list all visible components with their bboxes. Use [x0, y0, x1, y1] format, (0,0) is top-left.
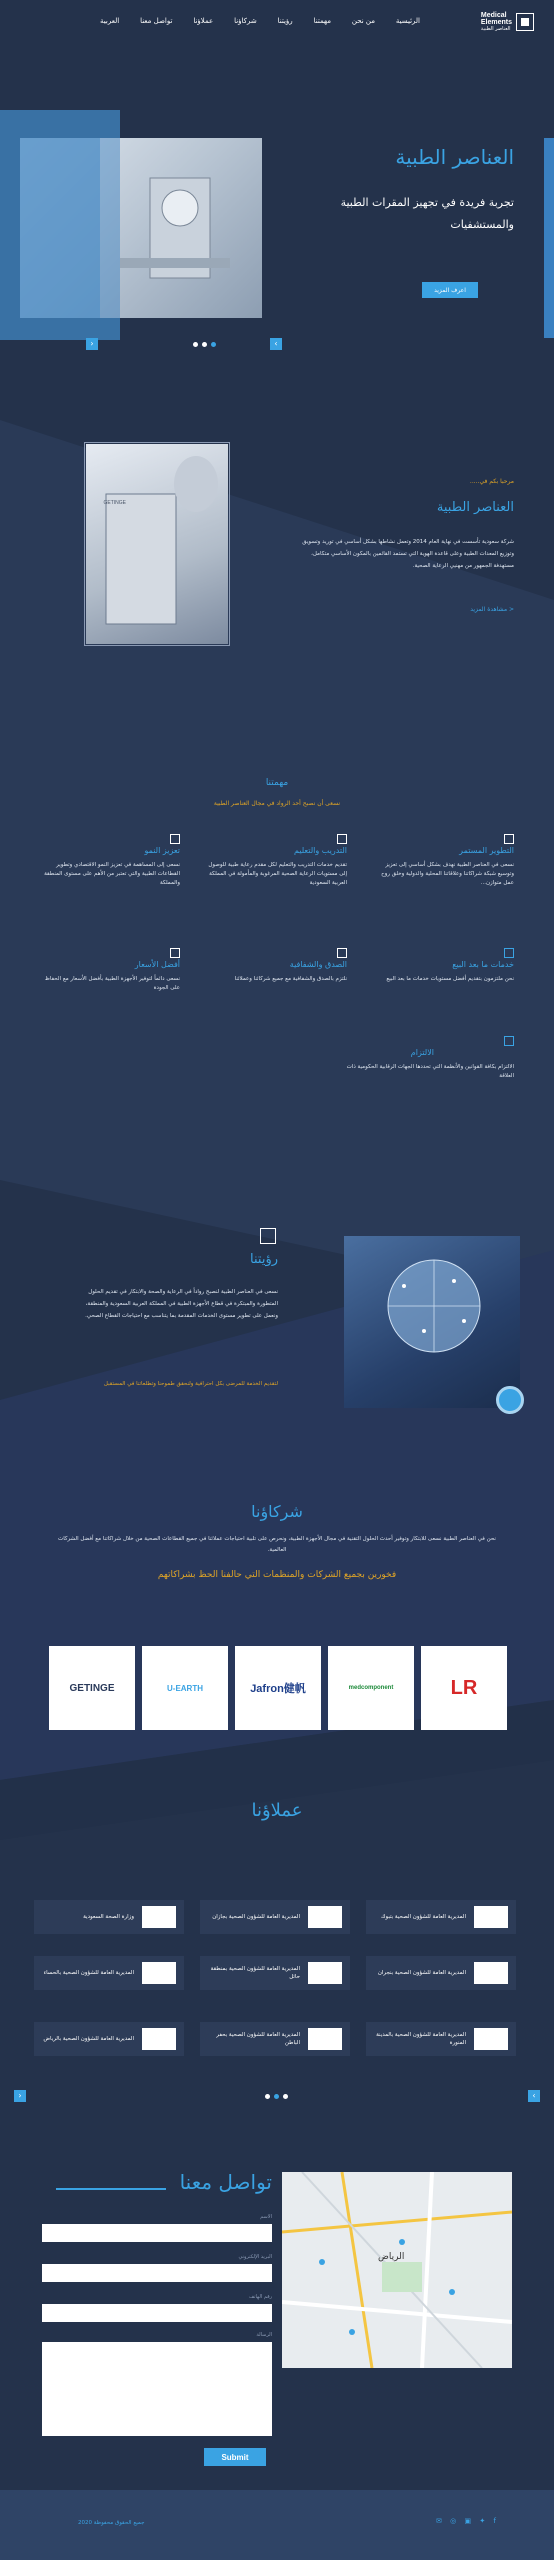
partner-logo-jafron[interactable]: Jafron健帆: [235, 1646, 321, 1730]
vision-title: رؤيتنا: [250, 1252, 278, 1267]
hero-image-overlay: [0, 110, 120, 340]
nav-clients[interactable]: عملاؤنا: [193, 17, 214, 25]
vision-play-icon[interactable]: [496, 1386, 524, 1414]
client-logo: [308, 1962, 342, 1984]
client-card-8[interactable]: المديرية العامة للشؤون الصحية بحفر الباطن: [200, 2022, 350, 2056]
name-input[interactable]: [42, 2224, 272, 2242]
mission-subtitle: نسعى أن نصبح أحد الرواد في مجال العناصر الطبية: [213, 800, 341, 807]
after-sales-icon: [504, 948, 514, 958]
main-nav: [100, 12, 420, 30]
about-device-illustration: [86, 444, 228, 644]
hero-subtitle-line1: تجربة فريدة في تجهيز المقرات الطبية: [340, 196, 514, 209]
linkedin-icon[interactable]: ▣: [464, 2517, 472, 2525]
clients-prev-button[interactable]: ‹: [14, 2090, 26, 2102]
clients-title: عملاؤنا: [251, 1800, 303, 1821]
instagram-icon[interactable]: ◎: [450, 2517, 457, 2525]
email-input[interactable]: [42, 2264, 272, 2282]
client-logo: [474, 2028, 508, 2050]
clients-dot-1[interactable]: [265, 2094, 270, 2099]
partners-title: شركاؤنا: [251, 1502, 303, 1521]
vision-icon: [260, 1228, 276, 1244]
hero-title: العناصر الطبية: [395, 145, 514, 169]
development-icon: [504, 834, 514, 844]
mission-item-4: خدمات ما بعد البيع نحن ملتزمون بتقديم أفضل مستويات خدمات ما بعد البيع: [374, 960, 514, 984]
nav-partners[interactable]: شركاؤنا: [234, 17, 257, 25]
honesty-icon: [337, 948, 347, 958]
footer-copyright: جميع الحقوق محفوظة 2020: [78, 2520, 145, 2526]
hero-dot-2[interactable]: [202, 342, 207, 347]
client-card-9[interactable]: المديرية العامة للشؤون الصحية بالرياض: [34, 2022, 184, 2056]
name-label: الاسم: [260, 2214, 272, 2220]
vision-text: نسعى في العناصر الطبية لنصبح رواداً في الرعاية والصحة والابتكار في تقديم الحلول المتطورة والمبتكرة في قطاع الأجهزة الطبية في المملكة العربية السعودية والمنطقة، ونعمل على تطوير مستوى الخدمات المقدمة بما يتناسب مع احتياجات القطاع الصحي.: [85, 1289, 278, 1319]
logo-mark-icon: [516, 13, 534, 31]
map-city-label: الرياض: [378, 2252, 405, 2262]
nav-home[interactable]: الرئيسية: [395, 17, 420, 25]
training-icon: [337, 834, 347, 844]
clients-dot-3[interactable]: [283, 2094, 288, 2099]
mission-item-5: الصدق والشفافية نلتزم بالصدق والشفافية مع جميع شركائنا وعملائنا: [207, 960, 347, 984]
nav-mission[interactable]: مهمتنا: [313, 17, 331, 25]
client-logo: [142, 1906, 176, 1928]
hero-subtitle-line2: والمستشفيات: [450, 218, 514, 231]
mission-item-1: التطوير المستمر نسعى في العناصر الطبية نهدف بشكل أساسي إلى تعزيز وتوسيع شبكة شراكاتنا وعلاقاتنا المحلية والدولية وخلق روح عمل متوازن...: [374, 846, 514, 888]
hero-cta-button[interactable]: اعرف المزيد: [422, 282, 478, 298]
footer-social: [436, 2517, 496, 2527]
map-illustration: [282, 2172, 512, 2368]
message-textarea[interactable]: [42, 2342, 272, 2436]
partner-logo-medcomponent[interactable]: medcomponent: [328, 1646, 414, 1730]
commitment-icon: [504, 1036, 514, 1046]
vision-more: لتقديم الخدمة للمرضى بكل احترافية ولنحقق طموحنا وتطلعاتنا في المستقبل: [103, 1381, 278, 1387]
hero-side-bar: [544, 138, 554, 338]
client-logo: [142, 2028, 176, 2050]
message-label: الرسالة: [256, 2332, 272, 2338]
clients-pagination: [258, 2093, 294, 2099]
client-card-4[interactable]: المديرية العامة للشؤون الصحية بنجران: [366, 1956, 516, 1990]
mission-item-2: التدريب والتعليم تقديم خدمات التدريب والتعليم لكل مقدم رعاية طبية للوصول إلى مستويات الرعاية الصحية المرغوبة والمأمولة في المملكة العربية السعودية: [207, 846, 347, 888]
client-logo: [308, 2028, 342, 2050]
client-card-2[interactable]: المديرية العامة للشؤون الصحية بجازان: [200, 1900, 350, 1934]
prices-icon: [170, 948, 180, 958]
client-logo: [308, 1906, 342, 1928]
about-welcome: مرحبا بكم في.....: [469, 478, 514, 485]
about-more-link[interactable]: < مشاهدة المزيد: [470, 606, 514, 613]
phone-input[interactable]: [42, 2304, 272, 2322]
client-card-7[interactable]: المديرية العامة للشؤون الصحية بالمدينة المنورة: [366, 2022, 516, 2056]
vision-image: [344, 1236, 520, 1408]
client-card-5[interactable]: المديرية العامة للشؤون الصحية بمنطقة حائل: [200, 1956, 350, 1990]
contact-title-underline: [56, 2188, 166, 2190]
partner-logo-lr[interactable]: LR: [421, 1646, 507, 1730]
hero-next-button[interactable]: ›: [270, 338, 282, 350]
partners-text: نحن في العناصر الطبية نسعى للابتكار وتوفير أحدث الحلول التقنية في مجال الأجهزة الطبية، ونحرص على تلبية احتياجات عملائنا في جميع القطاعات الصحية من خلال شراكاتنا مع أفضل الشركات العالمية.: [58, 1536, 496, 1553]
mission-item-6: أفضل الأسعار نسعى دائماً لتوفير الأجهزة الطبية بأفضل الأسعار مع الحفاظ على الجودة: [40, 960, 180, 993]
clients-next-button[interactable]: ›: [528, 2090, 540, 2102]
submit-button[interactable]: Submit: [204, 2448, 266, 2466]
growth-icon: [170, 834, 180, 844]
logo-en-line1: Medical: [480, 11, 507, 19]
contact-title: تواصل معنا: [179, 2170, 272, 2194]
client-logo: [142, 1962, 176, 1984]
logo-ar: العناصر الطبية: [480, 25, 511, 32]
partner-logo-uearth[interactable]: U-EARTH: [142, 1646, 228, 1730]
client-logo: [474, 1962, 508, 1984]
hero-dot-1[interactable]: [193, 342, 198, 347]
clients-dot-2[interactable]: [274, 2094, 279, 2099]
hero-pagination: [186, 341, 222, 347]
about-title: العناصر الطبية: [436, 500, 514, 515]
logo-en-line2: Elements: [480, 18, 512, 26]
client-card-3[interactable]: وزارة الصحة السعودية: [34, 1900, 184, 1934]
map[interactable]: [282, 2172, 512, 2368]
vision-globe-illustration: [344, 1236, 520, 1408]
hero-prev-button[interactable]: ‹: [86, 338, 98, 350]
about-text: شركة سعودية تأسست في نهاية العام 2014 وتعمل نشاطها بشكل أساسي في توريد وتسويق وتوزيع المعدات الطبية وعلى قاعدة الهوية التي تستمد القائمين بالمكون الأساسي متكامل، مستهدفة الجمهور من مهنيي الرعاية الصحية.: [302, 539, 514, 569]
site-logo[interactable]: [446, 10, 534, 34]
partners-highlight: فخورين بجميع الشركات والمنظمات التي حالفنا الحظ بشراكاتهم: [157, 1570, 397, 1580]
nav-language[interactable]: العربية: [100, 17, 120, 25]
nav-about[interactable]: من نحن: [351, 17, 375, 25]
client-card-1[interactable]: المديرية العامة للشؤون الصحية بتبوك: [366, 1900, 516, 1934]
twitter-icon[interactable]: ✦: [479, 2517, 486, 2525]
mission-item-3: تعزيز النمو نسعى إلى المساهمة في تعزيز النمو الاقتصادي وتطوير القطاعات الطبية والتي تعتبر من الأهم على مستوى المنطقة والمملكة: [40, 846, 180, 888]
email-label: البريد الإلكتروني: [238, 2254, 272, 2260]
nav-vision[interactable]: رؤيتنا: [277, 17, 293, 25]
envelope-icon[interactable]: ✉: [436, 2517, 442, 2525]
hero-dot-3[interactable]: [211, 342, 216, 347]
partner-logo-getinge[interactable]: GETINGE: [49, 1646, 135, 1730]
mission-item-7: الالتزام الالتزام بكافة القوانين والأنظمة التي تحددها الجهات الرقابية الحكومية ذات العلاقة: [344, 1048, 514, 1081]
about-image: [86, 444, 228, 644]
client-card-6[interactable]: المديرية العامة للشؤون الصحية بالحساء: [34, 1956, 184, 1990]
phone-label: رقم الهاتف: [248, 2294, 272, 2300]
facebook-icon[interactable]: f: [493, 2517, 496, 2525]
client-logo: [474, 1906, 508, 1928]
nav-contact[interactable]: تواصل معنا: [140, 17, 173, 25]
svg-text:GETINGE: GETINGE: [103, 500, 126, 506]
mission-title: مهمتنا: [265, 778, 289, 788]
